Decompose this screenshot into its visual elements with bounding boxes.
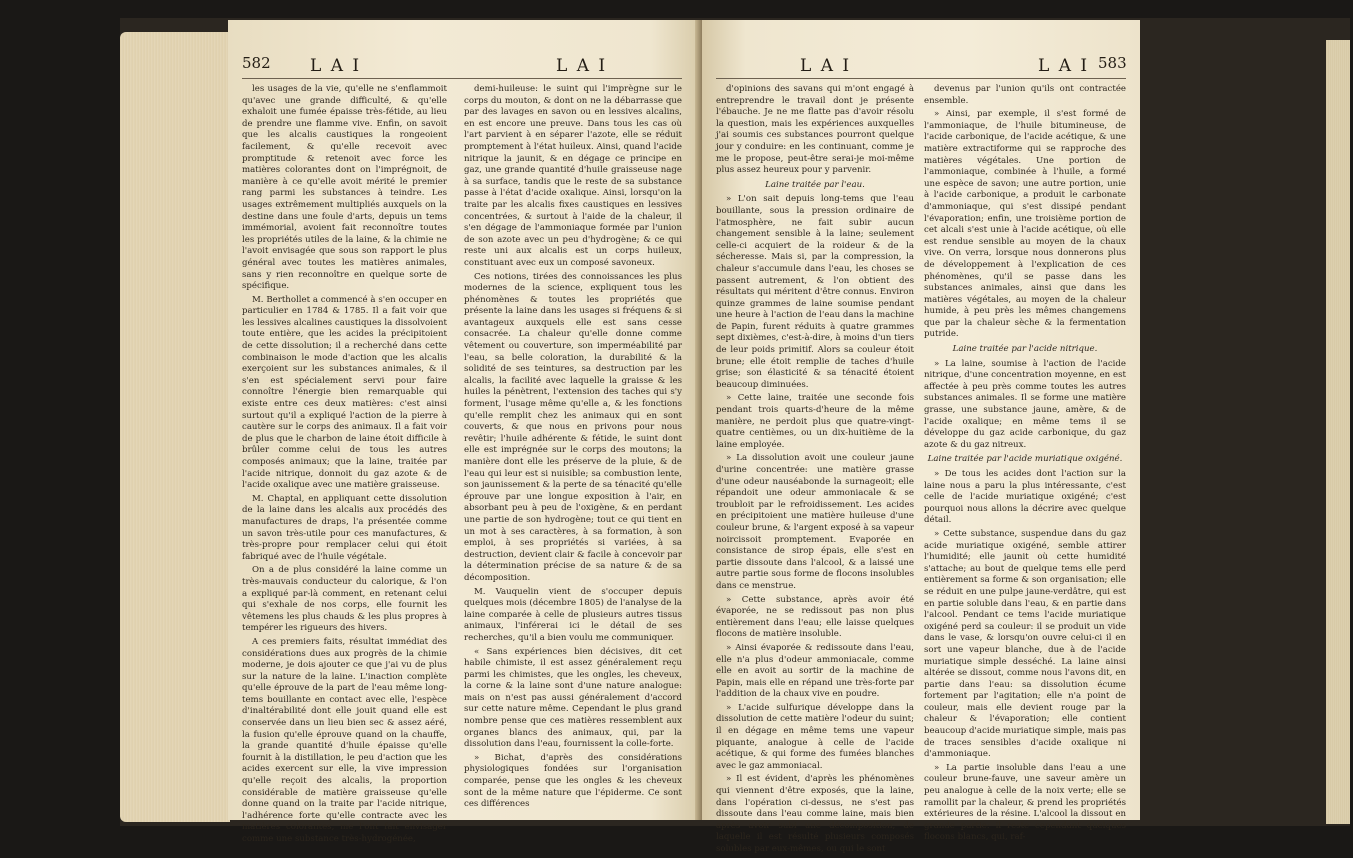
paragraph: » L'acide sulfurique développe dans la dissolution de cette matière l'odeur du suint; il en dégage en même tems une vapeur piquante, analogue à celle de l'acide acétique, & qui forme des fumées blanches avec le gaz ammoniacal. bbox=[716, 702, 914, 771]
paragraph: » Cette laine, traitée une seconde fois pendant trois quarts-d'heure de la même manière, ne perdoit plus que quatre-vingt-quatre centièmes, ou un dix-huitième de la laine employée. bbox=[716, 393, 914, 450]
paragraph: A ces premiers faits, résultat immédiat des considérations dues aux progrès de la chimie moderne, je dois ajouter ce que j'ai vu de plus sur la nature de la laine. L'inaction complète qu'elle éprouve de la part de l'eau même long-tems bouillante en contact avec elle, l'espèce d'inaltérabilité dont elle jouit quand elle est conservée dans un lieu bien sec & assez aéré, la fusion qu'elle éprouve quand on la chauffe, la grande quantité d'huile épaisse qu'elle fournit à la distillation, le peu d'action que les acides exercent sur elle, la vive impression qu'elle reçoit des alcalis, la proportion considérable de matière graisseuse qu'elle donne quand on la traite par l'acide nitrique, l'adhérence forte qu'elle contracte avec les matières colorantes, me l'ont fait envisager comme une substance très-hydrogénée, bbox=[242, 636, 447, 844]
header-rule bbox=[242, 78, 682, 79]
paragraph: » Cette substance, après avoir été évaporée, ne se redissout pas non plus entièrement dans l'eau; elle laisse quelques flocons de matière insoluble. bbox=[716, 594, 914, 640]
section-subtitle: Laine traitée par l'acide muriatique oxigéné. bbox=[927, 454, 1123, 465]
page-number-left: 582 bbox=[242, 54, 271, 72]
running-head-right-b: L A I bbox=[1038, 56, 1090, 76]
right-page bbox=[702, 20, 1140, 854]
running-head-left-b: L A I bbox=[556, 56, 608, 76]
paragraph: Ces notions, tirées des connoissances les plus modernes de la science, expliquent tous les phénomènes & toutes les propriétés que présente la laine dans les usages si fréquens & si avantageux auxquels elle est sans cesse consacrée. La chaleur qu'elle donne comme vêtement ou couverture, son imperméabilité par l'eau, sa belle coloration, la durabilité & la solidité de ses teintures, sa destruction par les alcalis, la facilité avec laquelle la graisse & les huiles la pénètrent, l'extension des taches qui s'y forment, l'usage même qu'elle a, & les fonctions qu'elle remplit chez les animaux qui en sont couverts, & que nous en privons pour nous revêtir; l'huile adhérente & fétide, le suint dont elle est imprégnée sur le corps des moutons; la manière dont elle les préserve de la pluie, & de l'eau qui leur est si nuisible; sa combustion lente, son jaunissement & la perte de sa ténacité qu'elle éprouve par une longue exposition à l'air, en absorbant peu à peu de l'oxigène, & en perdant une partie de son hydrogène; tout ce qui tient en un mot à ses caractères, à sa formation, à son emploi, à ses propriétés si variées, à sa destruction, devient clair & facile à concevoir par la détermination précise de sa nature & de sa décomposition. bbox=[464, 271, 682, 583]
paragraph: les usages de la vie, qu'elle ne s'enflammoit qu'avec une grande difficulté, & qu'elle exhaloit une fumée épaisse très-fétide, au lieu de prendre une flamme vive. Enfin, on savoit que les alcalis caustiques la rongeoient facilement, & qu'elle recevoit avec promptitude & retenoit avec force les matières colorantes dont on l'imprégnoit, de manière à ce qu'elle avoit mérité le premier rang parmi les substances à teindre. Les usages extrêmement multipliés auxquels on la destine dans une foule d'arts, depuis un tems immémorial, avoient fait reconnoître toutes les propriétés utiles de la laine, & la chimie ne l'avoit envisagée que sous son rapport le plus général avec toutes les matières animales, sans y rien reconnoître en quelque sorte de spécifique. bbox=[242, 84, 447, 292]
paragraph: d'opinions des savans qui m'ont engagé à entreprendre le travail dont je présente l'ébauche. Je ne me flatte pas d'avoir résolu la question, mais les expériences auxquelles j'ai soumis ces substances pourront quelque jour y conduire: en les continuant, comme je me le propose, peut-être serai-je moi-même plus assez heureux pour y parvenir. bbox=[716, 84, 914, 176]
paragraph: » Ainsi, par exemple, il s'est formé de l'ammoniaque, de l'huile bitumineuse, de l'acide carbonique, de l'acide acétique, & une matière extractiforme qui se rapproche des matières végétales. Une portion de l'ammoniaque, combinée à l'huile, a formé une espèce de savon; une autre portion, unie à l'acide carbonique, a produit le carbonate d'ammoniaque, qui s'est dissipé pendant l'évaporation; enfin, une troisième portion de cet alcali s'est unie à l'acide acétique, où elle est rendue sensible au moyen de la chaux vive. On verra, lorsque nous donnerons plus de développement à l'explication de ces phénomènes, qu'il se passe dans les substances animales, ainsi que dans les matières végétales, au moyen de la chaleur humide, à peu près les mêmes changemens que par la chaleur sèche & la fermentation putride. bbox=[924, 109, 1126, 340]
paragraph: » Ainsi évaporée & redissoute dans l'eau, elle n'a plus d'odeur ammoniacale, comme elle en avoit au sortir de la machine de Papin, mais elle en répand une très-forte par l'addition de la chaux vive en poudre. bbox=[716, 642, 914, 700]
left-page bbox=[228, 20, 698, 844]
paragraph: demi-huileuse: le suint qui l'imprègne sur le corps du mouton, & dont on ne la débarrasse que par des lavages en savon ou en lessives alcalins, en est encore une preuve. Dans tous les cas où l'art parvient à en séparer l'azote, elle se réduit promptement à l'état huileux. Ainsi, quand l'acide nitrique la jaunit, & en dégage ce principe en gaz, une grande quantité d'huile graisseuse nage à sa surface, tandis que le reste de sa substance passe à l'état d'acide oxalique. Ainsi, lorsqu'on la traite par les alcalis fixes caustiques en lessives concentrées, & surtout à l'aide de la chaleur, il s'en dégage de l'ammoniaque formée par l'union de son azote avec un peu d'hydrogène; & ce qui reste uni aux alcalis est un corps huileux, constituant avec eux un composé savoneux. bbox=[464, 84, 682, 268]
paragraph: » Cette substance, suspendue dans du gaz acide muriatique oxigéné, semble attirer l'humidité; elle jaunit où cette humidité s'attache; au bout de quelque tems elle perd entièrement sa forme & son organisation; elle se réduit en une pulpe jaune-verdâtre, qui est en partie soluble dans l'eau, & en partie dans l'alcool. Pendant ce tems l'acide muriatique oxigéné perd sa couleur: il se produit un vide dans le vase, & lorsqu'on ouvre celui-ci il en sort une vapeur blanche, due à de l'acide muriatique simple desséché. La laine ainsi altérée se dissout, comme nous l'avons dit, en partie dans l'eau: sa dissolution écume fortement par l'agitation; elle n'a point de couleur, mais elle devient rouge par la chaleur & l'évaporation; elle contient beaucoup d'acide muriatique simple, mais pas de traces sensibles d'acide oxalique ni d'ammoniaque. bbox=[924, 528, 1126, 760]
paragraph: M. Vauquelin vient de s'occuper depuis quelques mois (décembre 1805) de l'analyse de la laine comparée à celle de plusieurs autres tissus animaux, l'inférerai ici le détail de ses recherches, qu'il a bien voulu me communiquer. bbox=[464, 586, 682, 643]
paragraph: » Bichat, d'après des considérations physiologiques fondées sur l'organisation comparée, pense que les ongles & les cheveux sont de la même nature que l'épiderme. Ce sont ces différences bbox=[464, 752, 682, 810]
section-subtitle: Laine traitée par l'acide nitrique. bbox=[952, 344, 1098, 355]
paragraph: » Il est évident, d'après les phénomènes qui viennent d'être exposés, que la laine, dans l'opération ci-dessus, ne s'est pas dissoute dans l'eau comme laine, mais bien après avoir subi une décomposition, de laquelle il est résulté plusieurs composés solubles par eux-mêmes, ou qui le sont bbox=[716, 774, 914, 854]
text-column-2 bbox=[924, 84, 1126, 846]
paragraph: » De tous les acides dont l'action sur la laine nous a paru la plus intéressante, c'est celle de l'acide muriatique oxigéné; c'est pourquoi nous allons la décrire avec quelque détail. bbox=[924, 469, 1126, 526]
page-edges-left bbox=[120, 32, 230, 822]
paragraph: » La partie insoluble dans l'eau a une couleur brune-fauve, une saveur amère un peu analogue à celle de la noix verte; elle se ramollit par la chaleur, & prend les propriétés extérieures de la résine. L'alcool la dissout en grande partie: il reste cependant quelques flocons blancs, qui, raf- bbox=[924, 762, 1126, 843]
paragraph: devenus par l'union qu'ils ont contractée ensemble. bbox=[924, 84, 1126, 106]
header-rule bbox=[716, 78, 1126, 79]
page-number-right: 583 bbox=[1098, 54, 1127, 72]
paragraph: « Sans expériences bien décisives, dit cet habile chimiste, il est assez généralement reçu parmi les chimistes, que les ongles, les cheveux, la corne & la laine sont d'une nature analogue: mais on n'est pas aussi généralement d'accord sur cette nature même. Cependant le plus grand nombre pense que ces matières ressemblent aux organes blancs des animaux, qui, par la dissolution dans l'eau, fournissent la colle-forte. bbox=[464, 646, 682, 750]
text-column-1 bbox=[242, 84, 447, 848]
paragraph: » La dissolution avoit une couleur jaune d'urine concentrée: une matière grasse d'une odeur nauséabonde la surnageoit; elle répandoit une odeur ammoniacale & se troubloit par le refroidissement. Les acides en précipitoient une matière huileuse d'une couleur brune, & l'argent exposé à sa vapeur noircissoit promptement. Evaporée en consistance de sirop épais, elle s'est en partie dissoute dans l'alcool, & a laissé une autre partie sous forme de flocons insolubles dans ce menstrue. bbox=[716, 453, 914, 591]
paragraph: On a de plus considéré la laine comme un très-mauvais conducteur du calorique, & l'on a expliqué par-là comment, en retenant celui qui s'exhale de nos corps, elle fournit les vêtemens les plus chauds & les plus propres à tempérer les rigueurs des hivers. bbox=[242, 565, 447, 634]
paragraph: » La laine, soumise à l'action de l'acide nitrique, d'une concentration moyenne, en est affectée à peu près comme toutes les autres substances animales. Il se forme une matière grasse, une substance jaune, amère, & de l'acide oxalique; en même tems il se développe du gaz acide carbonique, du gaz azote & du gaz nitreux. bbox=[924, 358, 1126, 450]
running-head-left-a: L A I bbox=[310, 56, 362, 76]
text-column-2 bbox=[464, 84, 682, 813]
paragraph: M. Berthollet a commencé à s'en occuper en particulier en 1784 & 1785. Il a fait voir que les lessives alcalines caustiques la dissolvoient toute entière, que les acides la précipitoient de cette dissolution; il a recherché dans cette combinaison le mode d'action que les alcalis exerçoient sur les substances animales, & il s'en est spécialement servi pour faire connoître l'énergie bien remarquable qui existe entre ces deux matières: c'est ainsi surtout qu'il a expliqué l'action de la pierre à cautère sur le corps des animaux. Il a fait voir de plus que le charbon de laine étoit difficile à brûler comme celui de tous les autres composés animaux; que la laine, traitée par l'acide nitrique, donnoit du gaz azote & de l'acide oxalique avec une matière graisseuse. bbox=[242, 294, 447, 491]
paragraph: M. Chaptal, en appliquant cette dissolution de la laine dans les alcalis aux procédés des manufactures de draps, l'a présentée comme un savon très-utile pour ces manufactures, & très-propre pour remplacer celui qui étoit fabriqué avec de l'huile végétale. bbox=[242, 493, 447, 562]
paragraph: » L'on sait depuis long-tems que l'eau bouillante, sous la pression ordinaire de l'atmosphère, ne fait subir aucun changement sensible à la laine; seulement celle-ci acquiert de la roideur & de la sécheresse. Mais si, par la compression, la chaleur s'accumule dans l'eau, les choses se passent autrement, & l'on obtient des résultats qui méritent d'être connus. Environ quinze grammes de laine soumise pendant une heure à l'action de l'eau dans la machine de Papin, furent réduits à quatre grammes sept dixièmes, c'est-à-dire, à moins d'un tiers de leur poids primitif. Alors sa couleur étoit brune; elle étoit remplie de taches d'huile grise; son élasticité & sa ténacité étoient beaucoup diminuées. bbox=[716, 194, 914, 390]
page-edges-right bbox=[1326, 40, 1350, 824]
text-column-1 bbox=[716, 84, 914, 858]
running-head-right-a: L A I bbox=[800, 56, 852, 76]
section-subtitle: Laine traitée par l'eau. bbox=[765, 179, 865, 190]
